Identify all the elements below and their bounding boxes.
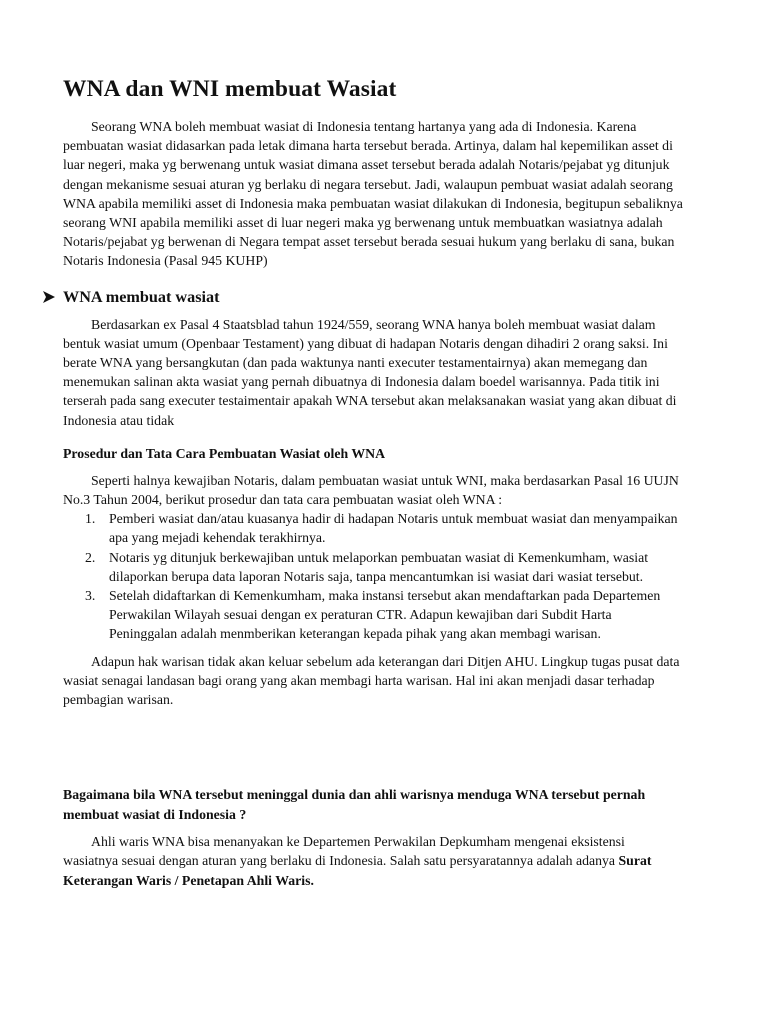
section-title: WNA membuat wasiat [63,287,220,306]
document-content [63,74,683,890]
intro-paragraph: Seorang WNA boleh membuat wasiat di Indonesia tentang hartanya yang ada di Indonesia. Karena pembuatan wasiat didasarkan pada letak dimana harta tersebut berada. Artinya, dalam hal kepemilikan asset di luar negeri, maka yg berwenang untuk wasiat dimana asset tersebut berada adalah Notaris/pejabat yg ditunjuk dengan mekanisme sesuai aturan yg berlaku di negara tersebut. Jadi, walaupun pembuat wasiat adalah seorang WNA apabila memiliki asset di Indonesia maka pembuatan wasiat dilakukan di Indonesia, begitupun sebaliknya seorang WNI apabila memiliki asset di luar negeri maka yg berwenang untuk membuatkan wasiatnya adalah Notaris/pejabat yg berwenan di Negara tempat asset tersebut berada sesuai hukum yang berlaku di sana, bukan Notaris Indonesia (Pasal 945 KUHP) [63,119,683,269]
answer-text: Ahli waris WNA bisa menanyakan ke Departemen Perwakilan Depkumham mengenai eksistensi wasiatnya sesuai dengan aturan yang berlaku di Indonesia. Salah satu persyaratannya adalah adanya [63,834,625,869]
answer-paragraph [63,832,683,890]
list-item-text: Notaris yg ditunjuk berkewajiban untuk melaporkan pembuatan wasiat di Kemenkumham, wasiat dilaporkan berupa data laporan Notaris saja, tanpa mencantumkan isi wasiat dari wasiat tersebut. [109,549,649,584]
list-item-text: Setelah didaftarkan di Kemenkumham, maka instansi tersebut akan mendaftarkan pada Departemen Perwakilan Wilayah sesuai dengan ex peraturan CTR. Adapun kewajiban dari Subdit Harta Peninggalan adalah menmberikan keterangan kepada pihak yang akan membagi warisan. [109,588,661,642]
list-item [63,548,683,586]
list-item [63,509,683,547]
document-title: WNA dan WNI membuat Wasiat [63,76,397,102]
arrow-bullet-icon [41,289,57,305]
procedure-closing: Adapun hak warisan tidak akan keluar sebelum ada keterangan dari Ditjen AHU. Lingkup tugas pusat data wasiat senagai landasan bagi orang yang akan membagi harta warisan. Hal ini akan menjadi dasar terhadap pembagian warisan. [63,653,680,708]
procedure-intro: Seperti halnya kewajiban Notaris, dalam pembuatan wasiat untuk WNI, maka berdasarkan Pasal 16 UUJN No.3 Tahun 2004, berikut prosedur dan tata cara pembuatan wasiat oleh WNA : [63,472,679,508]
question-heading: Bagaimana bila WNA tersebut meninggal dunia dan ahli warisnya menduga WNA tersebut pernah membuat wasiat di Indonesia ? [63,787,646,822]
list-item-text: Pemberi wasiat dan/atau kuasanya hadir di hadapan Notaris untuk membuat wasiat dan menyampaikan apa yang mejadi kehendak terakhirnya. [109,511,678,546]
list-item-number: 1. [85,511,96,527]
procedure-steps-list [63,509,683,643]
procedure-heading: Prosedur dan Tata Cara Pembuatan Wasiat oleh WNA [63,445,386,461]
section-paragraph: Berdasarkan ex Pasal 4 Staatsblad tahun 1924/559, seorang WNA hanya boleh membuat wasiat dalam bentuk wasiat umum (Openbaar Testament) yang dibuat di hadapan Notaris dengan dihadiri 2 orang saksi. Ini berate WNA yang bersangkutan (dan pada waktunya nanti executer testamentairnya) akan memegang dan menemukan salinan akta wasiat yang pernah dibuatnya di Indonesia dalam boedel warisannya. Pada titik ini terserah pada sang executer testaimentair apakah WNA tersebut akan melaksanakan wasiat yang akan dibuat di Indonesia atau tidak [63,316,677,428]
list-item-number: 3. [85,588,96,604]
answer-bold-text: Surat Keterangan Waris / Penetapan Ahli Waris. [63,853,652,888]
section-heading-wna [41,287,683,307]
list-item-number: 2. [85,549,96,565]
list-item [63,586,683,644]
